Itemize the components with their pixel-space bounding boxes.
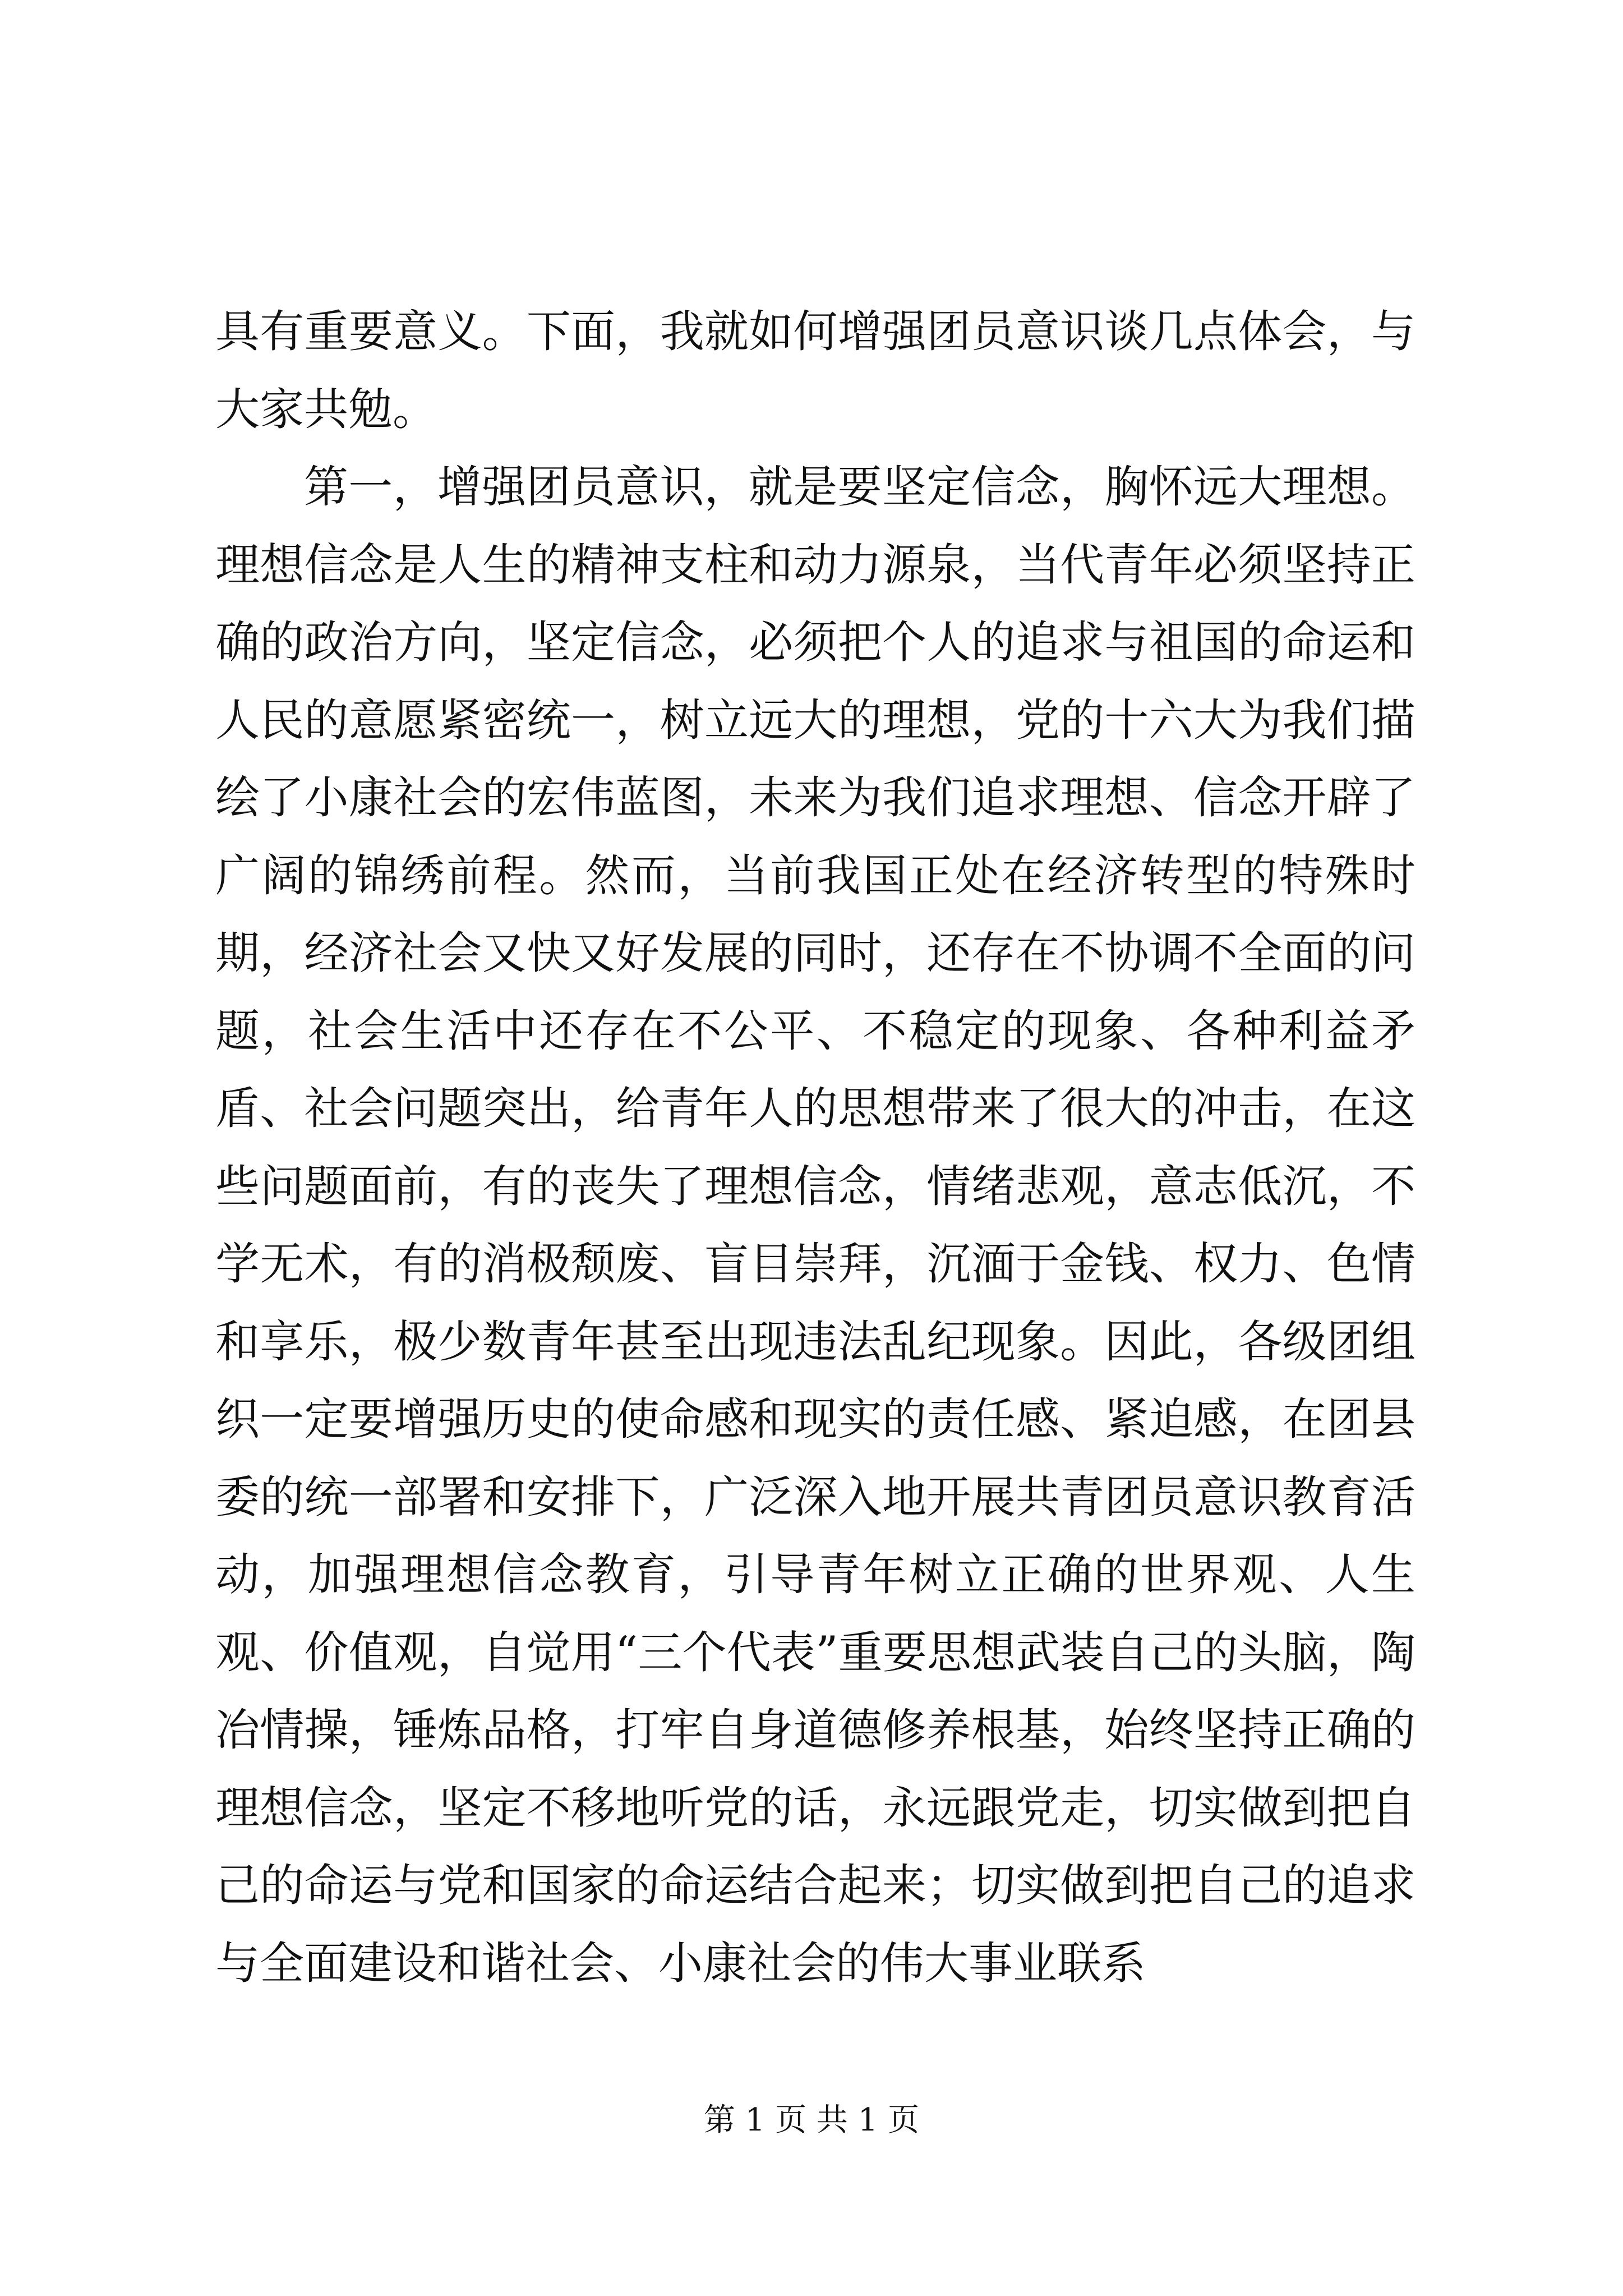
page-footer: 第 1 页 共 1 页	[703, 2102, 920, 2138]
document-body	[215, 293, 1415, 2002]
paragraph-continuation: 具有重要意义。下面，我就如何增强团员意识谈几点体会，与大家共勉。	[215, 306, 1415, 435]
paragraph-first-point: 第一，增强团员意识，就是要坚定信念，胸怀远大理想。理想信念是人生的精神支柱和动力源泉，当代青年必须坚持正确的政治方向，坚定信念，必须把个人的追求与祖国的命运和人民的意愿紧密统一，树立远大的理想，党的十六大为我们描绘了小康社会的宏伟蓝图，未来为我们追求理想、信念开辟了广阔的锦绣前程。然而，当前我国正处在经济转型的特殊时期，经济社会又快又好发展的同时，还存在不协调不全面的问题，社会生活中还存在不公平、不稳定的现象、各种利益矛盾、社会问题突出，给青年人的思想带来了很大的冲击，在这些问题面前，有的丧失了理想信念，情绪悲观，意志低沉，不学无术，有的消极颓废、盲目崇拜，沉湎于金钱、权力、色情和享乐，极少数青年甚至出现违法乱纪现象。因此，各级团组织一定要增强历史的使命感和现实的责任感、紧迫感，在团县委的统一部署和安排下，广泛深入地开展共青团员意识教育活动，加强理想信念教育，引导青年树立正确的世界观、人生观、价值观，自觉用“三个代表”重要思想武装自己的头脑，陶冶情操，锤炼品格，打牢自身道德修养根基，始终坚持正确的理想信念，坚定不移地听党的话，永远跟党走，切实做到把自己的命运与党和国家的命运结合起来；切实做到把自己的追求与全面建设和谐社会、小康社会的伟大事业联系	[215, 461, 1415, 1989]
